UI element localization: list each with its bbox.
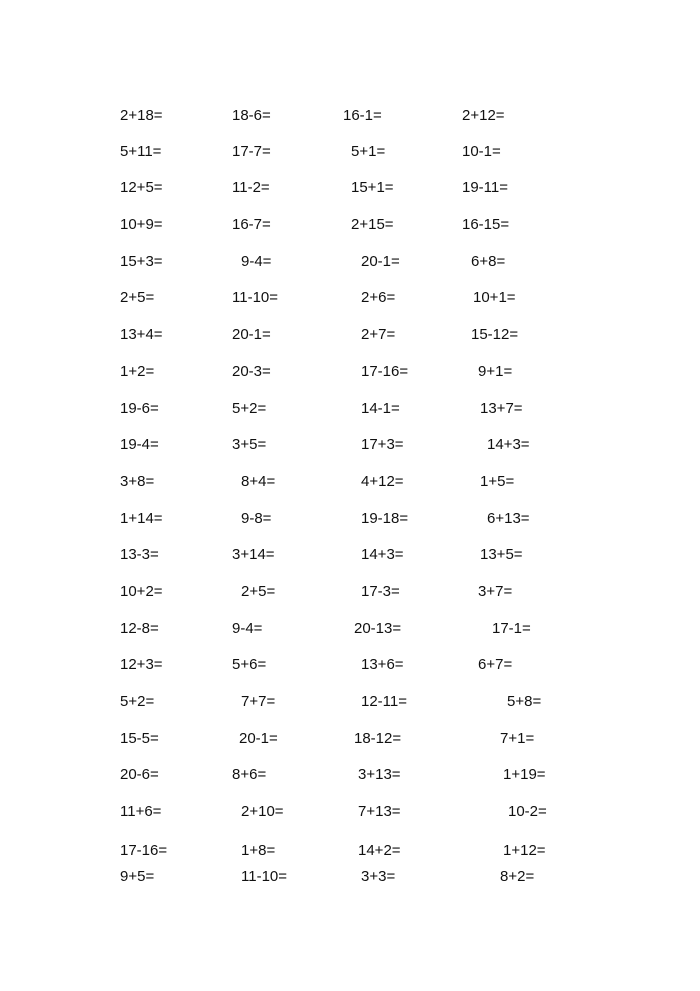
- problem: 3+3=: [361, 868, 396, 885]
- problem: 19-18=: [361, 510, 409, 527]
- problem: 12+5=: [120, 179, 163, 196]
- problem: 15+1=: [351, 179, 394, 196]
- problem: 9+5=: [120, 868, 155, 885]
- problem-row: [0, 287, 700, 309]
- problem: 5+6=: [232, 656, 267, 673]
- problem: 13+6=: [361, 656, 404, 673]
- problem: 19-4=: [120, 436, 159, 453]
- problem: 20-1=: [361, 253, 400, 270]
- problem-row: [0, 581, 700, 603]
- problem-row: [0, 618, 700, 640]
- problem-row: [0, 177, 700, 199]
- problem: 6+8=: [471, 253, 506, 270]
- problem: 2+10=: [241, 803, 284, 820]
- problem: 7+1=: [500, 730, 535, 747]
- problem: 5+1=: [351, 143, 386, 160]
- problem-row: [0, 214, 700, 236]
- problem: 16-15=: [462, 216, 510, 233]
- problem: 19-6=: [120, 400, 159, 417]
- problem: 10+9=: [120, 216, 163, 233]
- problem: 5+11=: [120, 143, 162, 160]
- problem: 13+4=: [120, 326, 163, 343]
- problem: 15-12=: [471, 326, 519, 343]
- problem-row: [0, 361, 700, 383]
- problem: 17-16=: [120, 842, 168, 859]
- problem: 20-1=: [239, 730, 278, 747]
- problem: 17-1=: [492, 620, 531, 637]
- problem: 4+12=: [361, 473, 404, 490]
- problem: 17-7=: [232, 143, 271, 160]
- problem: 3+13=: [358, 766, 401, 783]
- problem-row: [0, 544, 700, 566]
- problem: 19-11=: [462, 179, 509, 196]
- problem: 7+13=: [358, 803, 401, 820]
- problem: 10-1=: [462, 143, 501, 160]
- problem: 5+2=: [232, 400, 267, 417]
- problem: 1+5=: [480, 473, 515, 490]
- problem: 12+3=: [120, 656, 163, 673]
- problem: 10+2=: [120, 583, 163, 600]
- problem: 17-16=: [361, 363, 409, 380]
- problem: 2+5=: [120, 289, 155, 306]
- problem-row: [0, 801, 700, 823]
- problem: 1+12=: [503, 842, 546, 859]
- problem: 3+7=: [478, 583, 513, 600]
- problem: 5+2=: [120, 693, 155, 710]
- problem: 14-1=: [361, 400, 400, 417]
- problem: 10-2=: [508, 803, 547, 820]
- problem: 9-4=: [232, 620, 263, 637]
- problem-row: [0, 764, 700, 786]
- problem-row: [0, 840, 700, 862]
- problem: 14+3=: [487, 436, 530, 453]
- problem: 14+2=: [358, 842, 401, 859]
- problem-row: [0, 654, 700, 676]
- problem: 8+4=: [241, 473, 276, 490]
- problem: 3+8=: [120, 473, 155, 490]
- problem: 2+12=: [462, 107, 505, 124]
- problem: 15-5=: [120, 730, 159, 747]
- problem-row: [0, 728, 700, 750]
- problem: 18-12=: [354, 730, 402, 747]
- problem: 11-10=: [232, 289, 279, 306]
- problem: 7+7=: [241, 693, 276, 710]
- problem: 20-3=: [232, 363, 271, 380]
- problem: 3+14=: [232, 546, 275, 563]
- problem: 11+6=: [120, 803, 162, 820]
- problem: 16-1=: [343, 107, 382, 124]
- problem: 14+3=: [361, 546, 404, 563]
- problem: 5+8=: [507, 693, 542, 710]
- problem-row: [0, 866, 700, 888]
- problem: 6+7=: [478, 656, 513, 673]
- problem: 2+5=: [241, 583, 276, 600]
- problem: 1+8=: [241, 842, 276, 859]
- problem: 8+6=: [232, 766, 267, 783]
- problem: 12-11=: [361, 693, 408, 710]
- problem: 2+6=: [361, 289, 396, 306]
- problem: 13-3=: [120, 546, 159, 563]
- problem: 11-10=: [241, 868, 288, 885]
- problem-row: [0, 691, 700, 713]
- problem: 20-6=: [120, 766, 159, 783]
- problem: 8+2=: [500, 868, 535, 885]
- problem: 2+7=: [361, 326, 396, 343]
- problem: 10+1=: [473, 289, 516, 306]
- problem: 9+1=: [478, 363, 513, 380]
- problem-row: [0, 251, 700, 273]
- problem: 20-1=: [232, 326, 271, 343]
- problem: 3+5=: [232, 436, 267, 453]
- problem: 13+7=: [480, 400, 523, 417]
- problem: 17-3=: [361, 583, 400, 600]
- problem: 9-4=: [241, 253, 272, 270]
- problem: 1+19=: [503, 766, 546, 783]
- problem: 1+14=: [120, 510, 163, 527]
- problem-row: [0, 508, 700, 530]
- problem: 2+18=: [120, 107, 163, 124]
- problem-row: [0, 398, 700, 420]
- problem: 17+3=: [361, 436, 404, 453]
- problem: 18-6=: [232, 107, 271, 124]
- problem: 20-13=: [354, 620, 402, 637]
- problem: 11-2=: [232, 179, 270, 196]
- problem: 1+2=: [120, 363, 155, 380]
- problem-row: [0, 141, 700, 163]
- problem-row: [0, 324, 700, 346]
- problem-row: [0, 105, 700, 127]
- problem-row: [0, 471, 700, 493]
- problem-row: [0, 434, 700, 456]
- problem: 6+13=: [487, 510, 530, 527]
- problem: 16-7=: [232, 216, 271, 233]
- problem: 2+15=: [351, 216, 394, 233]
- problem: 12-8=: [120, 620, 159, 637]
- problem: 13+5=: [480, 546, 523, 563]
- problem: 15+3=: [120, 253, 163, 270]
- problem: 9-8=: [241, 510, 272, 527]
